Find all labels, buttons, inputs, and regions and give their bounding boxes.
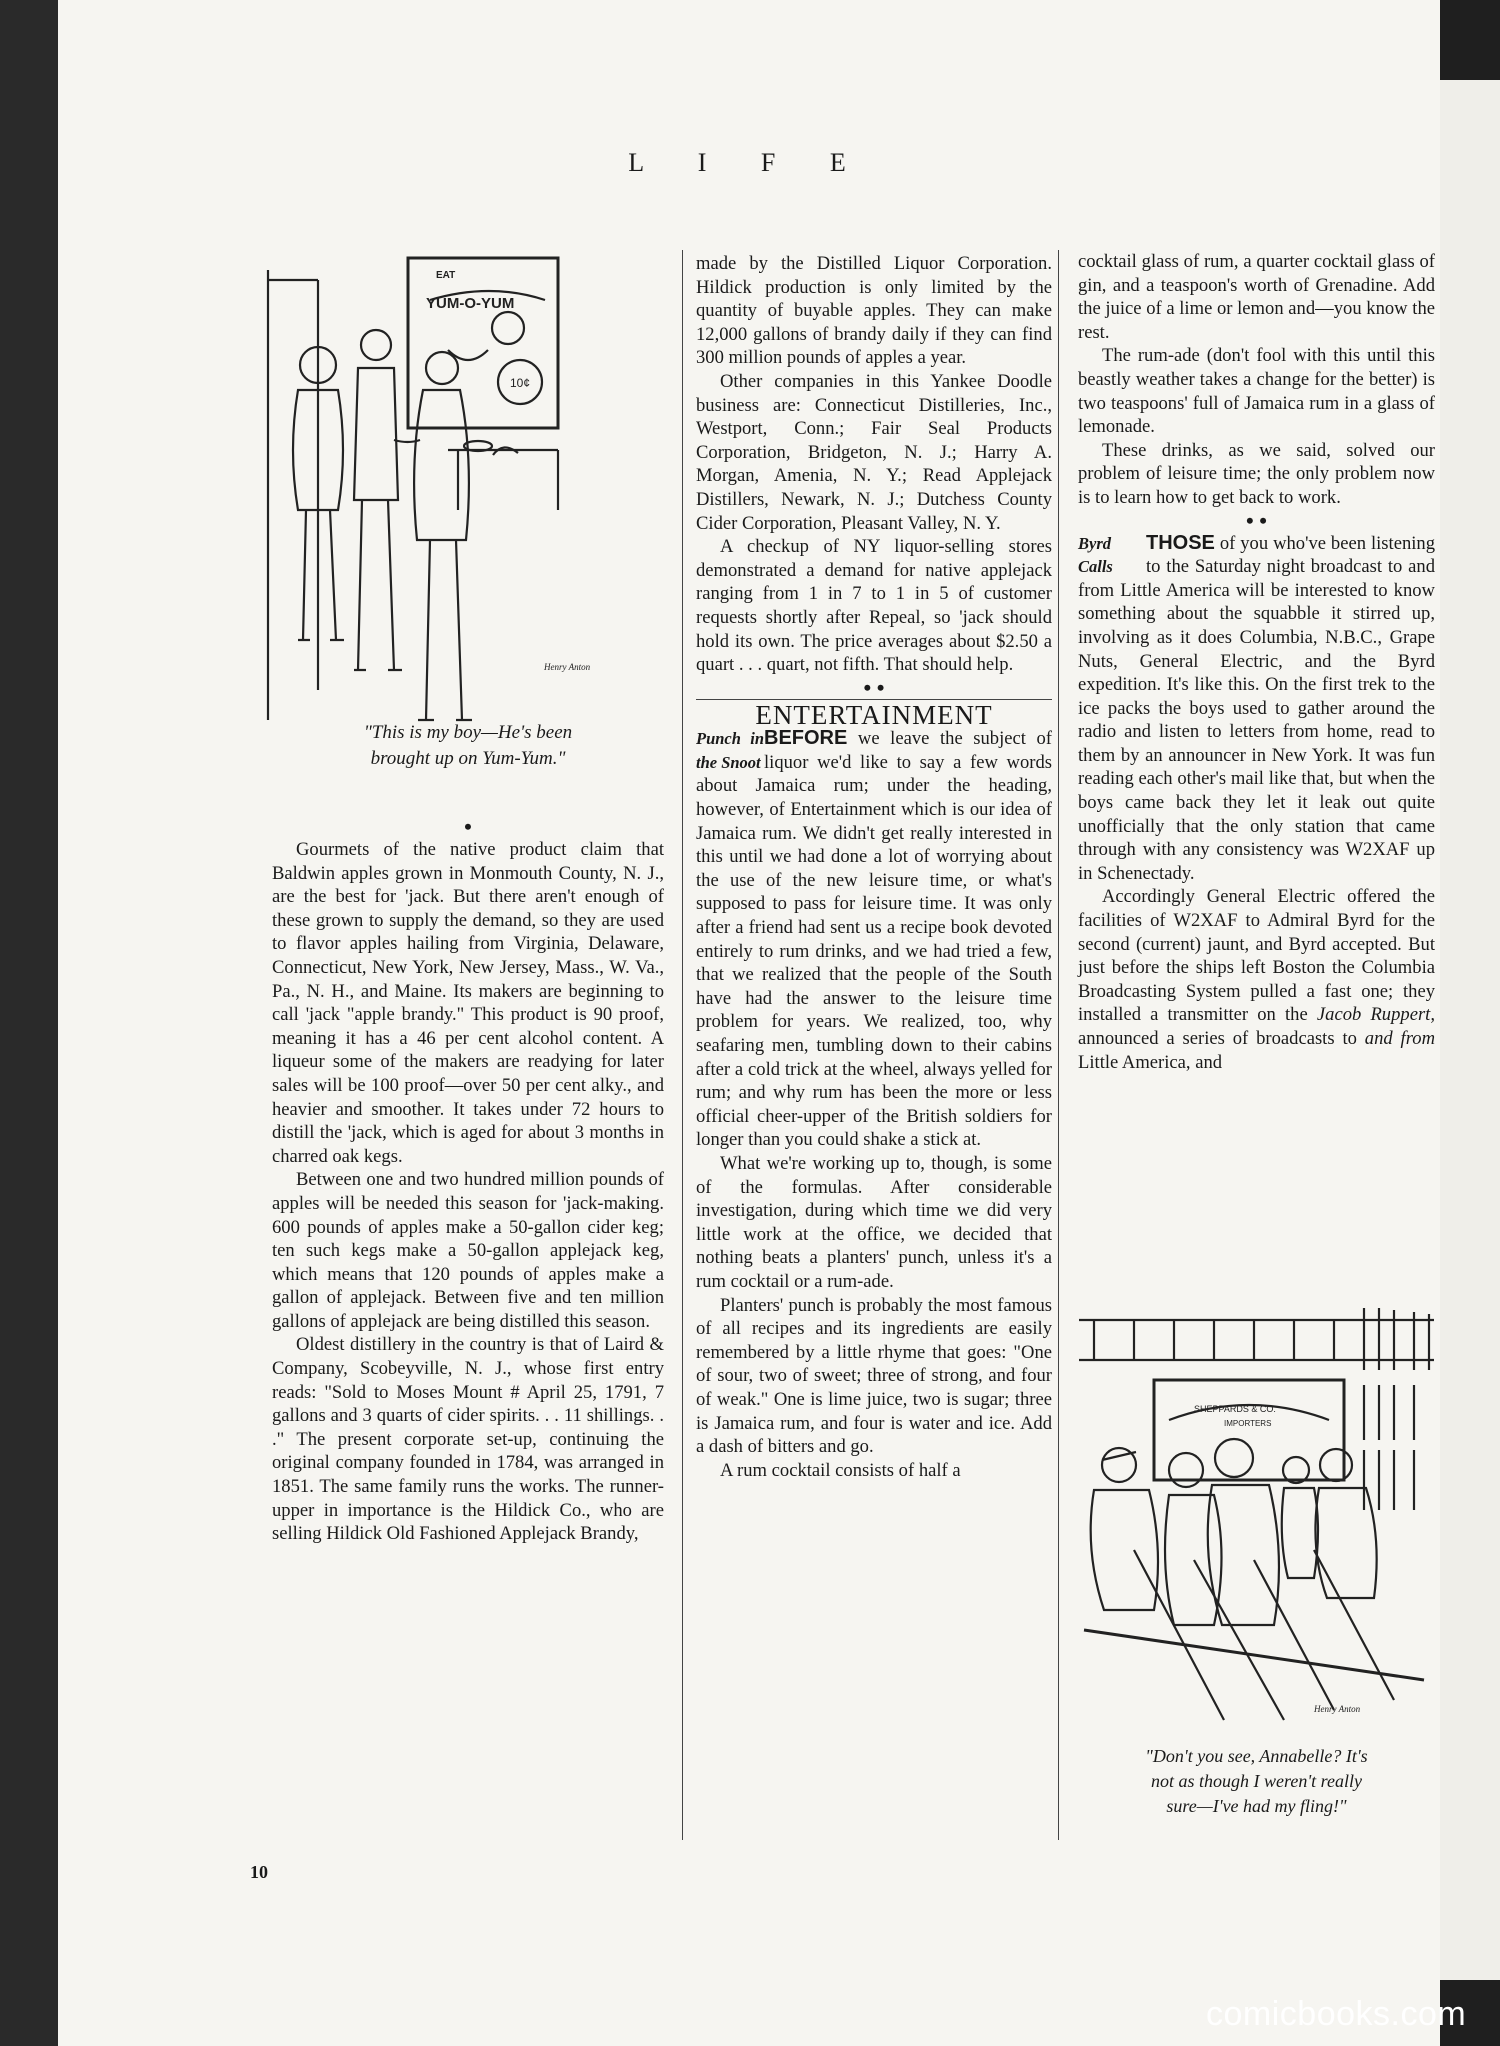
- paragraph: Other companies in this Yankee Doodle business are: Connecticut Distilleries, Inc., Westport, Conn.; Fair Seal Products Corporation, Bridgeton, N. J.; Harry A. Morgan, Amenia, N. Y.; Read Applejack Distillers, Newark, N. J.; Dutchess County Cider Corporation, Pleasant Valley, N. Y.: [696, 370, 1052, 534]
- signature-henry-anton: Henry Anton: [1314, 1704, 1361, 1714]
- window-sign-text: SHEPPARDS & CO.: [1194, 1404, 1276, 1414]
- cartoon-annabelle: [1074, 1300, 1436, 1728]
- paragraph: Gourmets of the native product claim that Baldwin apples grown in Monmouth County, N. J., are the best for 'jack. But there aren't enough of these grown to supply the demand, so they are used to flavor apples hailing from Virginia, Delaware, Connecticut, New York, New Jersey, Mass., W. Va., Pa., N. H., and Maine. Its makers are beginning to call 'jack "apple brandy." This product is 90 proof, meaning it has a 46 per cent alcohol content. A liqueur some of the makers are readying for later sales will be 100 proof—over 50 per cent alky., and heavier and smoother. It takes under 72 hours to distill the 'jack, which is aged for about 3 months in charred oak kegs.: [272, 839, 664, 1167]
- column-3: [1078, 250, 1435, 1074]
- paragraph: [1078, 885, 1435, 1074]
- watermark: comicbooks.com: [1206, 1995, 1467, 2033]
- text-run: Accordingly General Electric offered the facilities of W2XAF to Admiral Byrd for the second (current) jaunt, and Byrd accepted. But just before the ships left Boston the Columbia Broadcasting System pulled a fast one; they installed a transmitter on the: [1078, 886, 1435, 1026]
- section-bullets: • •: [863, 674, 885, 700]
- paragraph: A checkup of NY liquor-selling stores demonstrated a demand for native applejack ranging from 1 in 7 to 1 in 5 of customer requests shortly after Repeal, so 'jack should hold its own. The price averages about $2.50 a quart . . . quart, not fifth. That should help.: [696, 536, 1052, 676]
- paragraph: of you who've been listening to the Saturday night broadcast to and from Little America will be interested to know something about the squabble it stirred up, involving as it does Columbia, N.B.C., Grape Nuts, General Electric, and the Byrd expedition. It's like this. On the first trek to the ice packs the boys used to gather around the radio and listen to letters from home, read to them by an announcer in New York. It was fun reading each other's mail like that, but when the boys came back they let it leak out quite unofficially that the only station that came through with any consistency was W2XAF up in Schenectady.: [1078, 532, 1435, 884]
- window-sign-text: IMPORTERS: [1224, 1419, 1272, 1428]
- section-bullet: •: [464, 814, 472, 839]
- cartoon-yum-yum: [258, 250, 670, 730]
- emphasis: and from: [1364, 1028, 1435, 1049]
- column-rule: [682, 250, 683, 1840]
- paragraph: The rum-ade (don't fool with this until this beastly weather takes a change for the better) is two teaspoons' full of Jamaica rum in a glass of lemonade.: [1078, 345, 1435, 438]
- paragraph: Planters' punch is probably the most famous of all recipes and its ingredients are easily remembered by a little rhyme that goes: "One of sour, two of sweet; three of strong, and four of weak." One is lime juice, two is sugar; three is Jamaica rum, and four is water and ice. Add a dash of bitters and go.: [696, 1294, 1052, 1458]
- sidehead-punch-in-the-snoot: Punch in the Snoot: [696, 729, 764, 772]
- masthead: L I F E: [628, 148, 870, 177]
- poster-title-text: YUM-O-YUM: [426, 295, 515, 312]
- ship-name: Jacob Ruppert,: [1316, 1004, 1435, 1026]
- paragraph: Oldest distillery in the country is that of Laird & Company, Scobeyville, N. J., whose first entry reads: "Sold to Moses Mount # April 25, 1791, 7 gallons and 3 quarts of cider spirits. . . 11 shillings. . ." The present corporate set-up, continuing the original company founded in 1784, was arranged in 1851. The same family runs the works. The runner-upper in importance is the Hildick Co., who are selling Hildick Old Fashioned Applejack Brandy,: [272, 1334, 664, 1545]
- paragraph: we leave the subject of liquor we'd like to say a few words about Jamaica rum; under the heading, however, of Entertainment which is our idea of Jamaica rum. We didn't get really interested in this until we had done a lot of worrying about the use of the new leisure time, or what's supposed to pass for leisure time. It was only after a friend had sent us a recipe book devoted entirely to rum drinks, and we had tried a few, that we realized that the people of the South have had the answer to the leisure time problem for years. We realized, too, why seafaring men, tumbling down to their cabins after a cold trick at the wheel, always yelled for rum; and why rum has been the more or less official cheer-upper of the British soldiers for longer than you could shake a stick at.: [696, 728, 1052, 1151]
- cartoon-1-caption: [272, 720, 664, 772]
- column-rule: [1058, 250, 1059, 1840]
- scan-margin-left: [0, 0, 58, 2046]
- paragraph: Between one and two hundred million pounds of apples will be needed this season for 'jack-making. 600 pounds of apples make a 50-gallon cider keg; ten such kegs make a 50-gallon applejack keg, which means that 120 pounds of apples make a gallon of applejack. Between five and ten million gallons of applejack are being distilled this season.: [272, 1169, 664, 1332]
- cartoon-2-caption: [1078, 1744, 1435, 1819]
- column-1: [272, 816, 664, 1546]
- poster-eat-text: EAT: [436, 270, 456, 281]
- page-number: 10: [250, 1862, 268, 1882]
- signature-henry-anton: Henry Anton: [544, 662, 591, 672]
- sidehead-byrd-calls: Byrd Calls: [1078, 533, 1113, 577]
- section-heading-entertainment: ENTERTAINMENT: [696, 699, 1052, 728]
- column-2: [696, 252, 1052, 1482]
- caption-line: "This is my boy—He's been: [363, 722, 573, 743]
- paragraph: made by the Distilled Liquor Corporation. Hildick production is only limited by the quantity of buyable apples. They can make 12,000 gallons of brandy daily if they can find 300 million pounds of apples a year.: [696, 253, 1052, 369]
- next-page-edge: [1440, 80, 1500, 1980]
- text-run: Little America, and: [1078, 1051, 1223, 1073]
- caption-line: sure—I've had my fling!": [1166, 1796, 1347, 1816]
- magazine-page: [58, 0, 1440, 2046]
- caption-line: not as though I weren't really: [1151, 1771, 1362, 1791]
- caption-line: brought up on Yum-Yum.": [370, 748, 566, 769]
- paragraph: A rum cocktail consists of half a: [720, 1459, 961, 1481]
- text-run: announced a series of broadcasts to: [1078, 1028, 1365, 1049]
- paragraph: cocktail glass of rum, a quarter cocktail glass of gin, and a teaspoon's worth of Grenadine. Add the juice of a lime or lemon and—you know the rest.: [1078, 251, 1435, 343]
- poster-price-text: 10¢: [510, 376, 531, 390]
- section-bullets: • •: [1246, 507, 1267, 533]
- caption-line: "Don't you see, Annabelle? It's: [1145, 1746, 1368, 1766]
- paragraph: What we're working up to, though, is some of the formulas. After considerable investigation, during which time we did very little work at the office, we decided that nothing beats a planters' punch, unless it's a rum cocktail or a rum-ade.: [696, 1152, 1052, 1292]
- lead-word: BEFORE: [764, 727, 848, 750]
- lead-word: THOSE: [1146, 531, 1215, 554]
- paragraph: These drinks, as we said, solved our problem of leisure time; the only problem now is to learn how to get back to work.: [1078, 439, 1435, 508]
